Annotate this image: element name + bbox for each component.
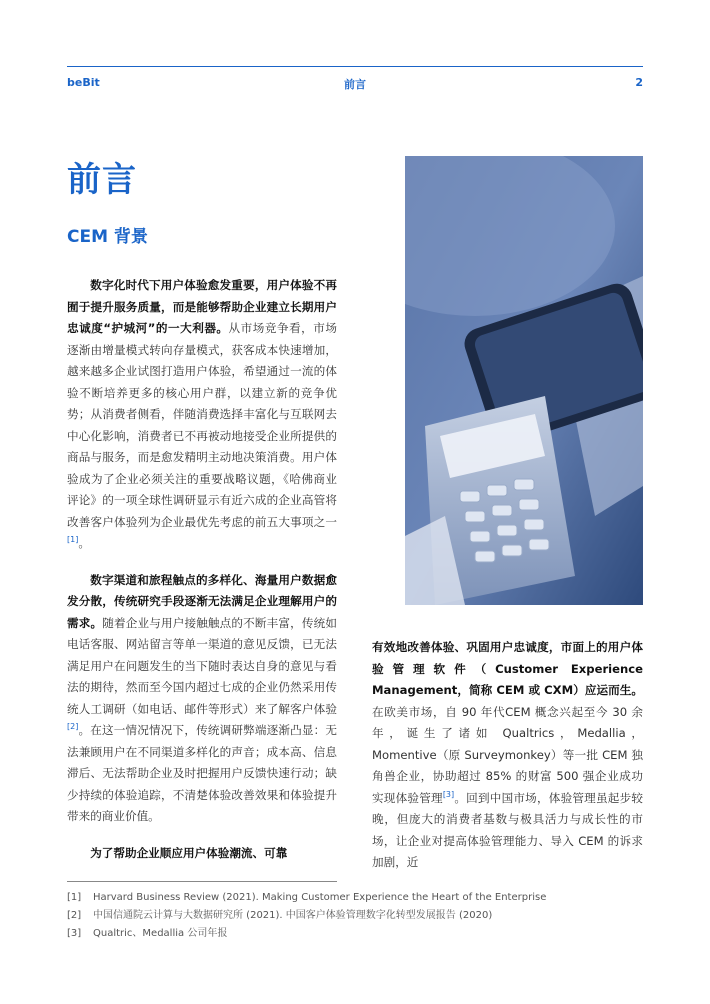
paragraph-2-bold: 数字渠道和旅程触点的多样化、海量用户数据愈发分散，传统研究手段逐渐无法满足企业理解用户的需求。 [67,572,337,630]
paragraph-1 [67,275,337,555]
header-section: 前言 [344,78,366,91]
footnote-3 [67,925,667,943]
footnote-text: 中国信通院云计算与大数据研究所 (2021). 中国客户体验管理数字化转型发展报告 (2020) [93,910,493,921]
header-brand: beBit [67,76,100,89]
footnote-text: Harvard Business Review (2021). Making Customer Experience the Heart of the Enterprise [93,892,547,903]
paragraph-3-continued [372,637,643,874]
paragraph-2-text: 随着企业与用户接触触点的不断丰富，传统如电话客服、网站留言等单一渠道的意见反馈，已无法满足用户在问题发生的当下随时表达自身的意见与看法的期待，然而至今国内超过七成的企业仍然采用传统人工调研（如电话、邮件等形式）来了解客户体验 [67,615,337,716]
footnote-number: [1] [67,892,82,903]
section-subtitle: CEM 背景 [67,227,148,247]
right-column [372,637,643,874]
left-column [67,275,337,864]
photo-illustration [405,156,643,605]
footnote-2 [67,907,667,925]
footnote-1 [67,889,667,907]
paragraph-3-bold-left: 为了帮助企业顺应用户体验潮流、可靠 [90,845,288,860]
paragraph-3-text: 在欧美市场，自 90 年代CEM 概念兴起至今 30 余年，诞生了诸如 Qualtrics，Medallia，Momentive（原 Surveymonkey）等一批 CEM 独角兽企业，协助超过 85% 的财富 500 强企业成功实现体验管理 [372,704,643,805]
payment-terminal-photo [405,156,643,605]
page-number: 2 [635,76,643,89]
footnotes [67,889,667,943]
paragraph-2 [67,570,337,828]
page-header [67,66,643,95]
reference-2[interactable]: [2] [67,722,79,732]
page-title: 前言 [67,160,137,200]
paragraph-1-end: 。 [78,536,90,550]
footnote-text: Qualtric、Medallia 公司年报 [93,928,228,939]
paragraph-3-bold-right: 有效地改善体验、巩固用户忠诚度，市面上的用户体验管理软件（Customer Experience Management，简称 CEM 或 CXM）应运而生。 [372,640,643,697]
paragraph-1-bold: 数字化时代下用户体验愈发重要，用户体验不再囿于提升服务质量，而是能够帮助企业建立长期用户忠诚度“护城河”的一大利器。 [67,278,337,335]
paragraph-3-text-after: 。回到中国市场，体验管理虽起步较晚，但庞大的消费者基数与极具活力与成长性的市场，让企业对提高体验管理能力、导入 CEM 的诉求加剧，近 [372,790,643,869]
footnote-number: [2] [67,910,82,921]
paragraph-1-text: 从市场竞争看，市场逐渐由增量模式转向存量模式，获客成本快速增加，越来越多企业试图打造用户体验，希望通过一流的体验不断培养更多的核心用户群，以建立新的竞争优势；从消费者侧看，伴随消费选择丰富化与互联网去中心化影响，消费者已不再被动地接受企业所提供的商品与服务，而是愈发精明主动地决策消费。用户体验成为了企业必须关注的重要战略议题，《哈佛商业评论》的一项全球性调研显示有近六成的企业高管将改善客户体验列为企业最优先考虑的前五大事项之一 [67,321,337,529]
paragraph-3-start [67,843,337,865]
footnote-divider [67,881,337,882]
reference-1[interactable]: [1] [67,535,79,545]
paragraph-2-text-after: 。在这一情况情况下，传统调研弊端逐渐凸显：无法兼顾用户在不同渠道多样化的声音；成本高、信息滞后、无法帮助企业及时把握用户反馈快速行动；缺少持续的体验追踪，不清楚体验改善效果和体验提升带来的商业价值。 [67,723,337,823]
footnote-number: [3] [67,928,82,939]
reference-3[interactable]: [3] [442,789,455,799]
